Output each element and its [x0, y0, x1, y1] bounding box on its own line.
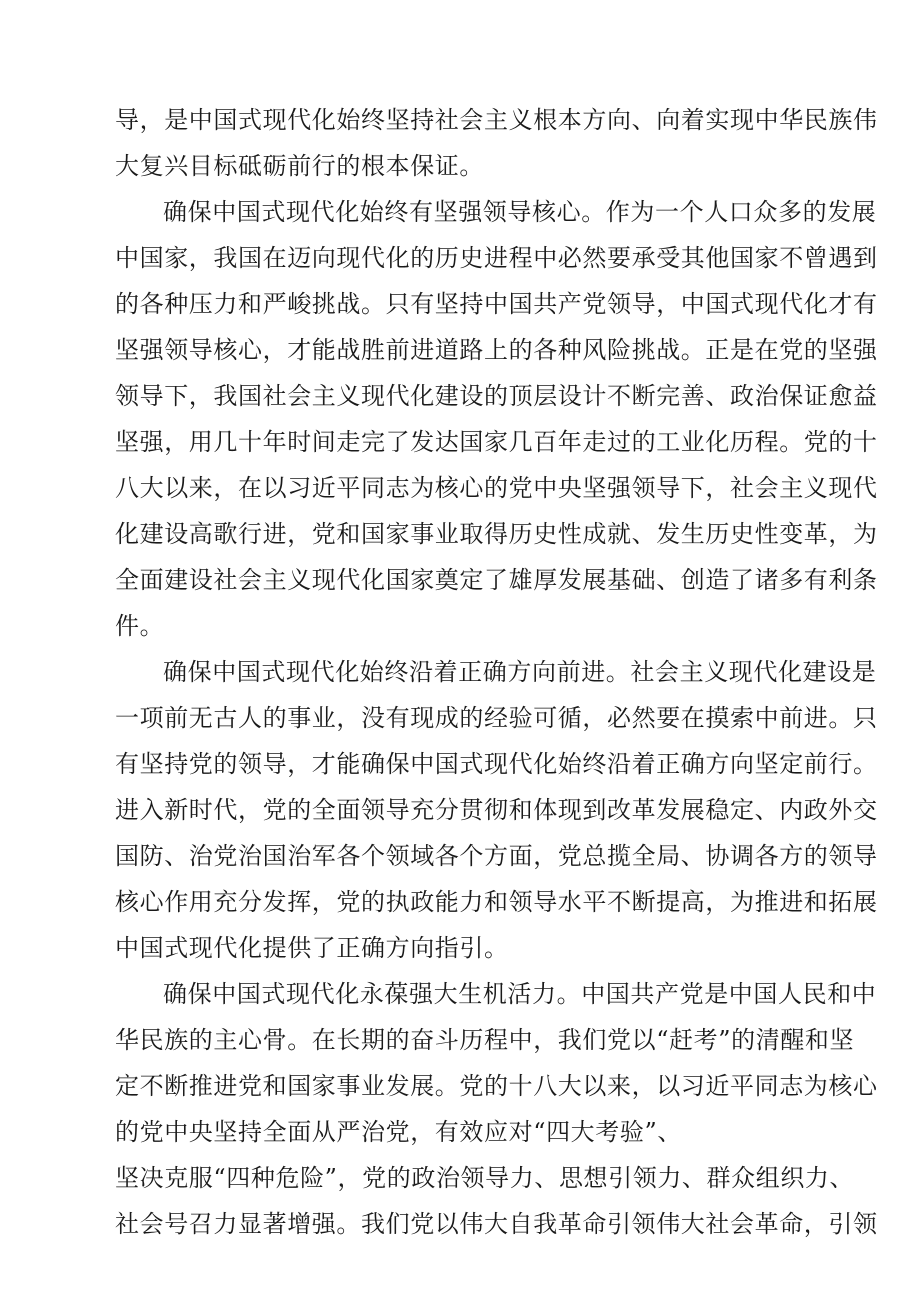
text-line: 核心作用充分发挥，党的执政能力和领导水平不断提高，为推进和拓展: [115, 888, 878, 916]
text-line: 全面建设社会主义现代化国家奠定了雄厚发展基础、创造了诸多有利条: [115, 566, 878, 594]
text-line: 导，是中国式现代化始终坚持社会主义根本方向、向着实现中华民族伟: [115, 106, 878, 134]
text-line: 一项前无古人的事业，没有现成的经验可循，必然要在摸索中前进。只: [115, 704, 878, 732]
text-line: 坚决克服“四种危险”，党的政治领导力、思想引领力、群众组织力、: [115, 1164, 855, 1192]
text-line: 华民族的主心骨。在长期的奋斗历程中，我们党以“赶考”的清醒和坚: [115, 1026, 855, 1054]
text-line: 社会号召力显著增强。我们党以伟大自我革命引领伟大社会革命，引领: [115, 1210, 878, 1238]
body-text: [115, 97, 878, 1247]
text-line: 的各种压力和严峻挑战。只有坚持中国共产党领导，中国式现代化才有: [115, 290, 878, 318]
text-line: 定不断推进党和国家事业发展。党的十八大以来，以习近平同志为核心: [115, 1072, 878, 1100]
text-line: 大复兴目标砥砺前行的根本保证。: [115, 152, 484, 180]
text-line: 化建设高歌行进，党和国家事业取得历史性成就、发生历史性变革，为: [115, 520, 878, 548]
text-line: 坚强领导核心，才能战胜前进道路上的各种风险挑战。正是在党的坚强: [115, 336, 878, 364]
text-line: 确保中国式现代化始终沿着正确方向前进。社会主义现代化建设是: [163, 658, 877, 686]
text-line: 国防、治党治国治军各个领域各个方面，党总揽全局、协调各方的领导: [115, 842, 878, 870]
text-line: 进入新时代，党的全面领导充分贯彻和体现到改革发展稳定、内政外交: [115, 796, 878, 824]
text-line: 领导下，我国社会主义现代化建设的顶层设计不断完善、政治保证愈益: [115, 382, 878, 410]
text-line: 八大以来，在以习近平同志为核心的党中央坚强领导下，社会主义现代: [115, 474, 878, 502]
text-line: 确保中国式现代化始终有坚强领导核心。作为一个人口众多的发展: [163, 198, 877, 226]
text-line: 件。: [115, 612, 165, 640]
text-line: 中国式现代化提供了正确方向指引。: [115, 934, 509, 962]
text-line: 确保中国式现代化永葆强大生机活力。中国共产党是中国人民和中: [163, 980, 877, 1008]
text-line: 坚强，用几十年时间走完了发达国家几百年走过的工业化历程。党的十: [115, 428, 878, 456]
text-line: 有坚持党的领导，才能确保中国式现代化始终沿着正确方向坚定前行。: [115, 750, 878, 778]
text-line: 中国家，我国在迈向现代化的历史进程中必然要承受其他国家不曾遇到: [115, 244, 878, 272]
text-line: 的党中央坚持全面从严治党，有效应对“四大考验”、: [115, 1118, 682, 1146]
